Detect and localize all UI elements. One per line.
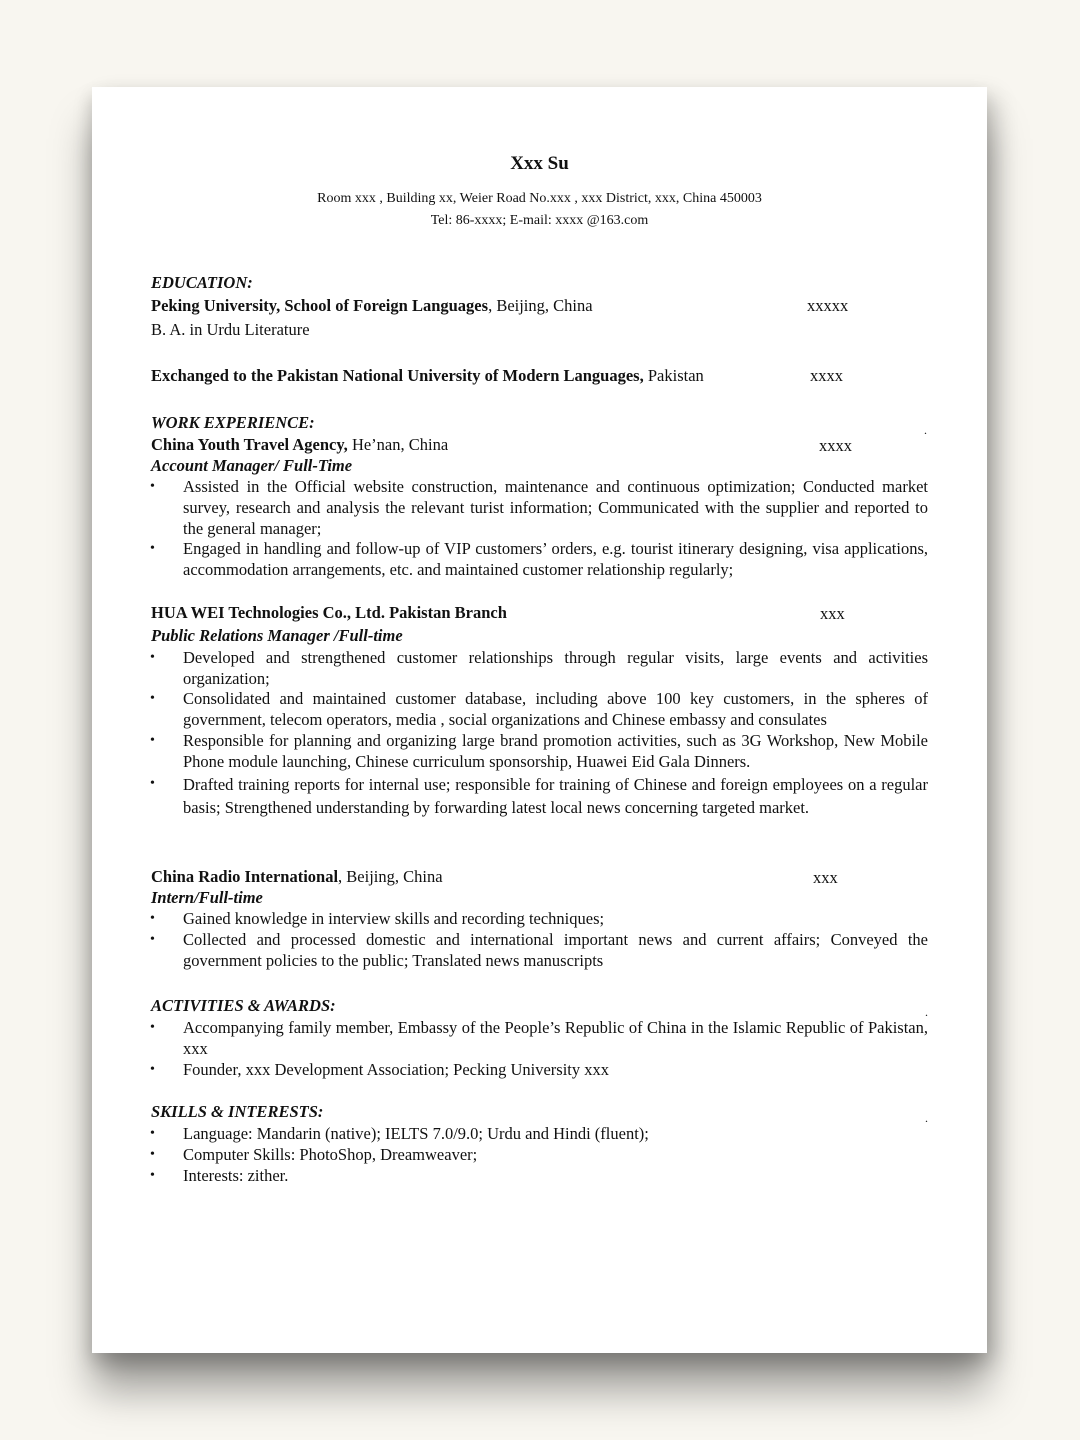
job-2-bullet-1: Developed and strengthened customer relationships through regular visits, large events and activities organization; [183,648,928,688]
bullet-icon: • [150,1020,155,1035]
bullet-icon: • [150,1062,155,1077]
job-3-company: China Radio International [151,867,339,886]
job-2-bullet-4: Drafted training reports for internal use; responsible for training of Chinese and foreign employees on a regular basis; Strengthened understanding by forwarding latest local news concerning targeted market. [183,775,928,817]
job-2-bullet-3: Responsible for planning and organizing large brand promotion activities, such as 3G Workshop, New Mobile Phone module launching, Chinese curriculum sponsorship, Huawei Eid Gala Dinners. [183,731,928,771]
job-2-company: HUA WEI Technologies Co., Ltd. Pakistan Branch [151,603,507,622]
skills-bullet-2: Computer Skills: PhotoShop, Dreamweaver; [183,1145,478,1164]
bullet-icon: • [150,932,155,947]
resume-name: Xxx Su [510,153,569,174]
job-3-date: xxx [813,868,838,887]
bullet-icon: • [150,1126,155,1141]
job-3-role: Intern/Full-time [151,888,263,907]
activities-bullet-2: Founder, xxx Development Association; Pecking University xxx [183,1060,609,1079]
exchange-institution: Exchanged to the Pakistan National University of Modern Languages, [151,366,644,385]
bullet-icon: • [150,776,155,791]
address-line: Room xxx , Building xx, Weier Road No.xxx , xxx District, xxx, China 450003 [317,191,762,206]
degree-line: B. A. in Urdu Literature [151,320,310,339]
job-2-date: xxx [820,604,845,623]
job-3-location: , Beijing, China [338,867,443,886]
job-2-bullet-2: Consolidated and maintained customer database, including above 100 key customers, in the spheres of government, telecom operators, media , social organizations and Chinese embassy and consulates [183,689,928,729]
activities-bullet-1: Accompanying family member, Embassy of the People’s Republic of China in the Islamic Republic of Pakistan, xxx [183,1018,928,1058]
education-entry-1 [151,296,593,316]
job-1-date: xxxx [819,436,852,455]
education-date-2: xxxx [810,366,843,385]
education-date-1: xxxxx [807,296,849,315]
job-1-company-line [151,435,448,455]
job-2-role: Public Relations Manager /Full-time [151,626,403,645]
institution-location: , Beijing, China [488,296,593,315]
institution-name: Peking University, School of Foreign Languages [151,296,489,315]
skills-bullet-3: Interests: zither. [183,1166,289,1185]
resume-page [92,87,987,1353]
job-3-bullet-2: Collected and processed domestic and international important news and current affairs; Conveyed the government policies to the public; Translated news manuscripts [183,930,928,970]
bullet-icon: • [150,733,155,748]
stray-dot: . [925,1111,928,1125]
bullet-icon: • [150,1168,155,1183]
job-3-company-line [151,867,443,887]
job-1-bullet-1: Assisted in the Official website construction, maintenance and continuous optimization; Conducted market survey, research and analysis the relevant turist information; Communicated with the supplier and reported to the general manager; [183,477,928,538]
education-entry-2 [151,366,704,386]
stray-dot: . [924,423,927,437]
job-1-company: China Youth Travel Agency, [151,435,348,454]
bullet-icon: • [150,541,155,556]
bullet-icon: • [150,479,155,494]
bullet-icon: • [150,1147,155,1162]
bullet-icon: • [150,691,155,706]
job-2-company-line [151,603,507,623]
skills-heading: SKILLS & INTERESTS: [151,1102,324,1121]
bullet-icon: • [150,911,155,926]
skills-bullet-1: Language: Mandarin (native); IELTS 7.0/9.0; Urdu and Hindi (fluent); [183,1124,649,1143]
bullet-icon: • [150,650,155,665]
job-1-role: Account Manager/ Full-Time [151,456,353,475]
exchange-location: Pakistan [643,366,704,385]
job-1-bullet-2: Engaged in handling and follow-up of VIP customers’ orders, e.g. tourist itinerary designing, visa applications, accommodation arrangements, etc. and maintained customer relationship regularly; [183,539,928,579]
stray-dot: . [925,1005,928,1019]
activities-heading: ACTIVITIES & AWARDS: [151,996,336,1015]
job-3-bullet-1: Gained knowledge in interview skills and recording techniques; [183,909,605,928]
contact-line: Tel: 86-xxxx; E-mail: xxxx @163.com [430,213,649,228]
job-1-location: He’nan, China [347,435,449,454]
education-heading: EDUCATION: [151,273,253,292]
work-heading: WORK EXPERIENCE: [151,413,315,432]
